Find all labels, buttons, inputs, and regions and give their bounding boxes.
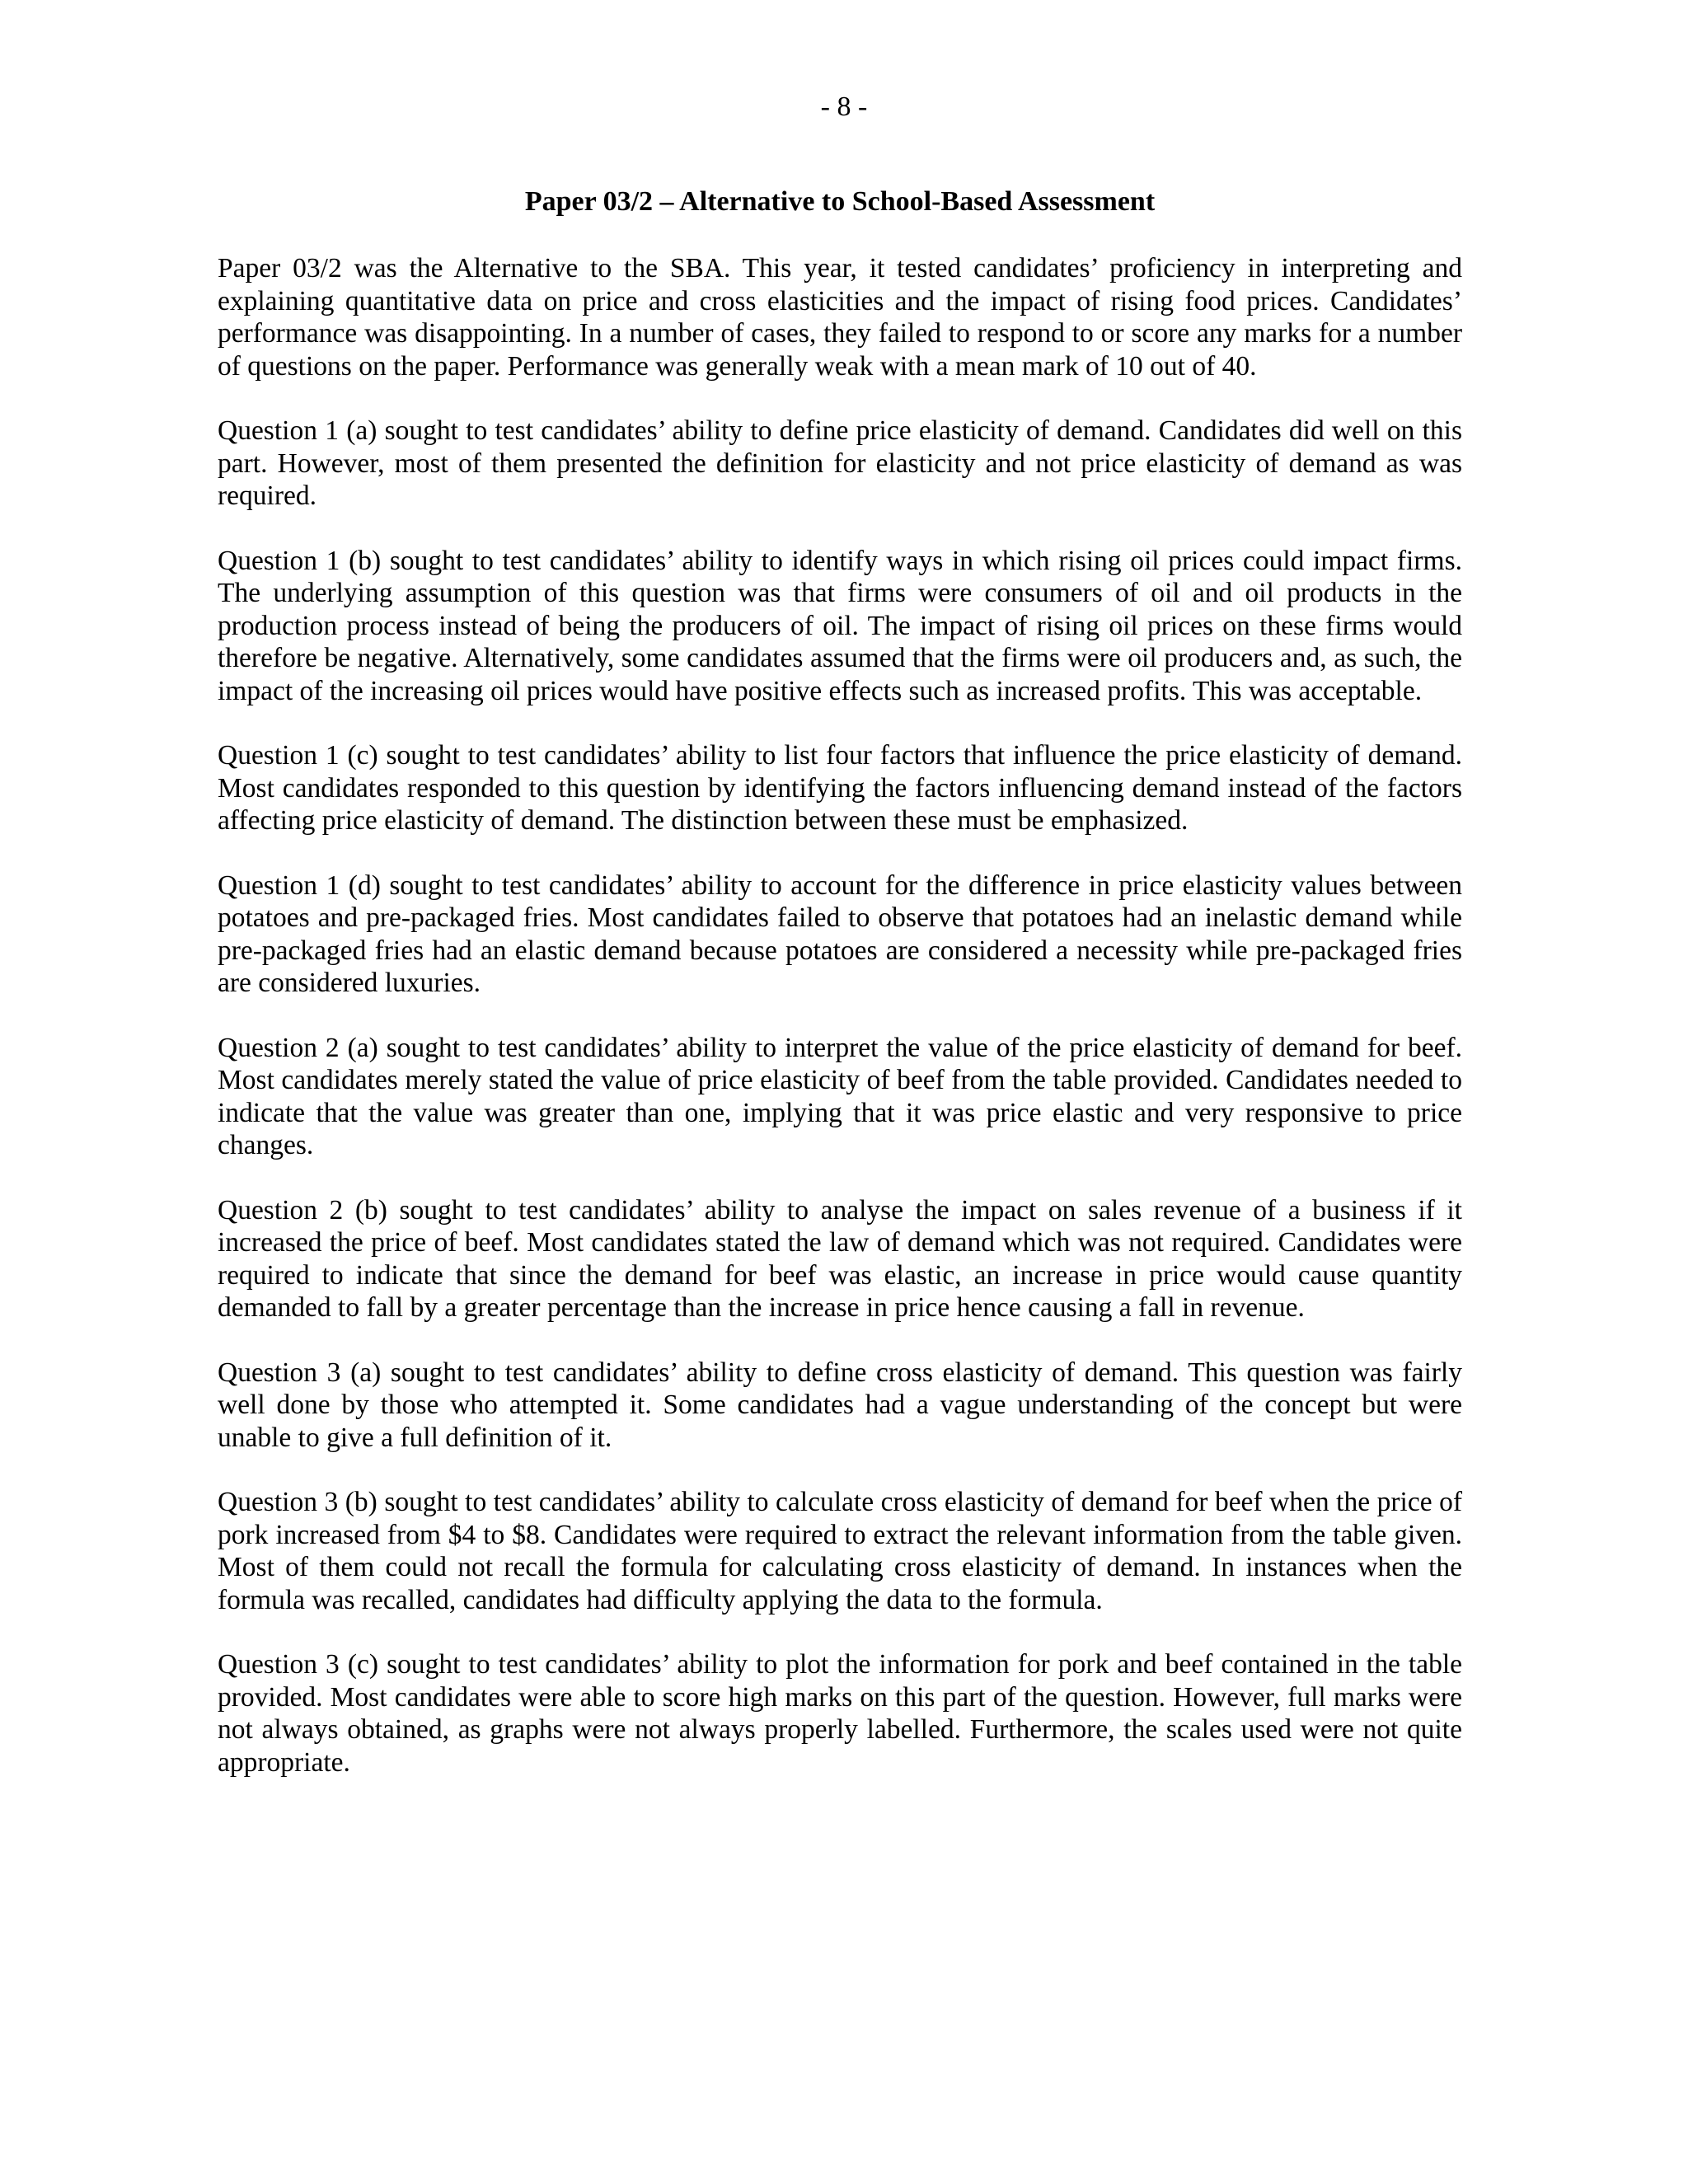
paragraph-question-3b: Question 3 (b) sought to test candidates’ ability to calculate cross elasticity of demand for beef when the price of pork increased from $4 to $8. Candidates were required to extract the relevant information from the table given. Most of them could not recall the formula for calculating cross elasticity of demand. In instances when the formula was recalled, candidates had difficulty applying the data to the formula. bbox=[218, 1487, 1462, 1615]
paragraph-question-3a: Question 3 (a) sought to test candidates’ ability to define cross elasticity of demand. This question was fairly well done by those who attempted it. Some candidates had a vague understanding of the concept but were unable to give a full definition of it. bbox=[218, 1357, 1462, 1453]
paragraph-question-1b: Question 1 (b) sought to test candidates’ ability to identify ways in which rising oil prices could impact firms. The underlying assumption of this question was that firms were consumers of oil and oil products in the production process instead of being the producers of oil. The impact of rising oil prices on these firms would therefore be negative. Alternatively, some candidates assumed that the firms were oil producers and, as such, the impact of the increasing oil prices would have positive effects such as increased profits. This was acceptable. bbox=[218, 545, 1462, 706]
report-body bbox=[218, 184, 1462, 1811]
paragraph-question-2b: Question 2 (b) sought to test candidates’ ability to analyse the impact on sales revenue of a business if it increased the price of beef. Most candidates stated the law of demand which was not required. Candidates were required to indicate that since the demand for beef was elastic, an increase in price would cause quantity demanded to fall by a greater percentage than the increase in price hence causing a fall in revenue. bbox=[218, 1194, 1462, 1323]
section-title: Paper 03/2 – Alternative to School-Based Assessment bbox=[524, 186, 1156, 217]
paragraph-question-1d: Question 1 (d) sought to test candidates’ ability to account for the difference in price elasticity values between potatoes and pre-packaged fries. Most candidates failed to observe that potatoes had an inelastic demand while pre-packaged fries had an elastic demand because potatoes are considered a necessity while pre-packaged fries are considered luxuries. bbox=[218, 869, 1462, 998]
paragraph-overview: Paper 03/2 was the Alternative to the SBA. This year, it tested candidates’ proficiency in interpreting and explaining quantitative data on price and cross elasticities and the impact of rising food prices. Candidates’ performance was disappointing. In a number of cases, they failed to respond to or score any marks for a number of questions on the paper. Performance was generally weak with a mean mark of 10 out of 40. bbox=[218, 253, 1462, 382]
page-number: - 8 - bbox=[820, 91, 868, 122]
paragraph-question-3c: Question 3 (c) sought to test candidates’ ability to plot the information for pork and beef contained in the table provided. Most candidates were able to score high marks on this part of the question. However, full marks were not always obtained, as graphs were not always properly labelled. Furthermore, the scales used were not quite appropriate. bbox=[218, 1649, 1462, 1778]
paragraph-question-1a: Question 1 (a) sought to test candidates’ ability to define price elasticity of demand. Candidates did well on this part. However, most of them presented the definition for elasticity and not price elasticity of demand as was required. bbox=[218, 415, 1462, 511]
paragraph-question-2a: Question 2 (a) sought to test candidates’ ability to interpret the value of the price elasticity of demand for beef. Most candidates merely stated the value of price elasticity of beef from the table provided. Candidates needed to indicate that the value was greater than one, implying that it was price elastic and very responsive to price changes. bbox=[218, 1032, 1462, 1160]
paragraph-question-1c: Question 1 (c) sought to test candidates’ ability to list four factors that influence the price elasticity of demand. Most candidates responded to this question by identifying the factors influencing demand instead of the factors affecting price elasticity of demand. The distinction between these must be emphasized. bbox=[218, 740, 1462, 836]
